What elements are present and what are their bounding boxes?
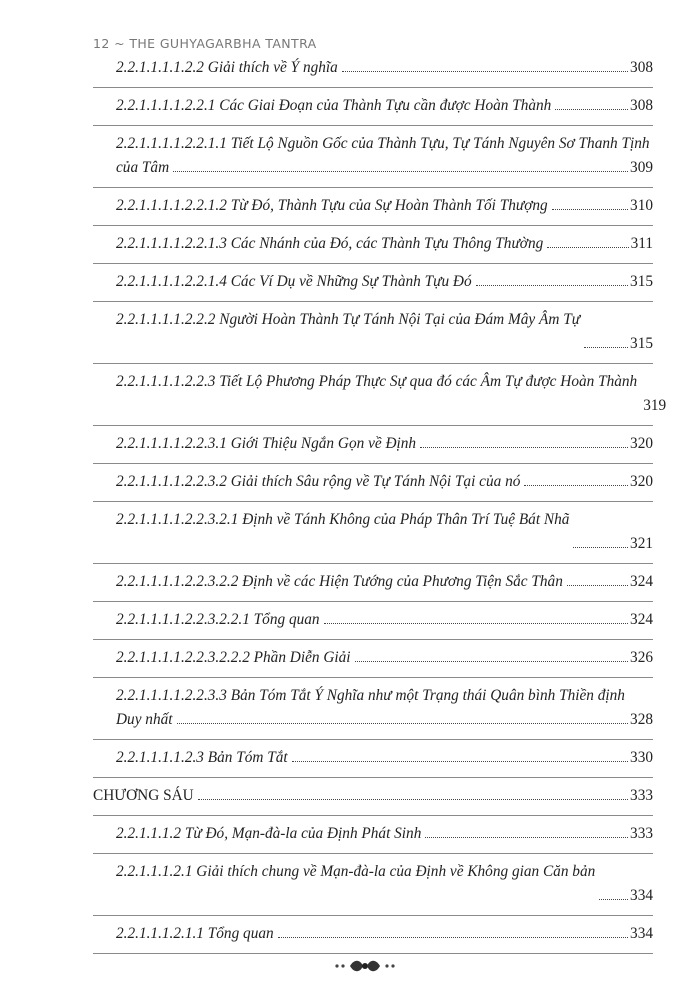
toc-entry[interactable] <box>93 270 653 294</box>
toc-leader <box>196 784 653 808</box>
toc-leader <box>639 394 667 418</box>
toc-entry[interactable] <box>93 746 653 770</box>
toc-chapter-heading[interactable] <box>93 784 653 808</box>
toc-entry-title: 2.2.1.1.1.1.2.2.1.1 Tiết Lộ Nguồn Gốc của Thành Tựu, Tự Tánh Nguyên Sơ Thanh Tịnh của Tâm <box>116 135 650 176</box>
toc-page-number: 333 <box>630 787 653 804</box>
toc-leader <box>423 822 653 846</box>
toc-divider <box>93 777 653 778</box>
toc-leader <box>545 232 653 256</box>
toc-entry[interactable] <box>93 922 653 946</box>
toc-entry-title: 2.2.1.1.1.1.2.2.1 Các Giai Đoạn của Thành Tựu cần được Hoàn Thành <box>116 97 552 114</box>
toc-leader <box>340 56 653 80</box>
toc-divider <box>93 87 653 88</box>
toc-entry[interactable] <box>93 470 653 494</box>
dot-leader <box>567 585 628 586</box>
toc-leader <box>522 470 653 494</box>
toc-entry[interactable] <box>93 646 653 670</box>
dot-leader <box>342 71 628 72</box>
toc-leader <box>474 270 653 294</box>
toc-divider <box>93 363 653 364</box>
running-head: 12 ~ THE GUHYAGARBHA TANTRA <box>93 36 317 51</box>
toc-divider <box>93 915 653 916</box>
toc-page-number: 333 <box>630 825 653 842</box>
toc-entry[interactable] <box>93 508 653 556</box>
toc-page-number: 321 <box>630 535 653 552</box>
dot-leader <box>177 723 629 724</box>
toc-entry[interactable] <box>93 232 653 256</box>
toc-leader <box>550 194 653 218</box>
toc-page-number: 309 <box>630 159 653 176</box>
toc-page-number: 328 <box>630 711 653 728</box>
dot-leader <box>355 661 629 662</box>
toc-page-number: 311 <box>630 235 653 252</box>
decorative-ornament-icon <box>330 954 400 974</box>
toc-entry[interactable] <box>93 432 653 456</box>
toc-page-number: 320 <box>630 435 653 452</box>
toc-divider <box>93 815 653 816</box>
toc-entry-title: 2.2.1.1.1.1.2.2.3.2 Giải thích Sâu rộng về Tự Tánh Nội Tại của nó <box>116 473 521 490</box>
toc-entry-title: 2.2.1.1.1.2.1.1 Tổng quan <box>116 925 274 942</box>
toc-entry-title: 2.2.1.1.1.1.2.2.3.2.1 Định về Tánh Không của Pháp Thân Trí Tuệ Bát Nhã <box>116 511 570 528</box>
toc-divider <box>93 601 653 602</box>
toc-divider <box>93 225 653 226</box>
toc-entry-title: 2.2.1.1.1.2.1 Giải thích chung về Mạn-đà-la của Định về Không gian Căn bản <box>116 863 596 880</box>
toc-entry-title: 2.2.1.1.1.1.2.3 Bản Tóm Tắt <box>116 749 288 766</box>
toc-entry[interactable] <box>93 132 653 180</box>
toc-entry-title: CHƯƠNG SÁU <box>93 787 194 804</box>
toc-entry[interactable] <box>93 94 653 118</box>
toc-entry[interactable] <box>93 308 653 356</box>
toc-entry[interactable] <box>93 684 653 732</box>
toc-entry[interactable] <box>93 608 653 632</box>
toc-entry-title: 2.2.1.1.1.1.2.2.3.2.2.2 Phần Diễn Giải <box>116 649 351 666</box>
dot-leader <box>425 837 628 838</box>
toc-entry[interactable] <box>93 860 653 908</box>
toc-divider <box>93 263 653 264</box>
toc-entry-title: 2.2.1.1.1.1.2.2.3.1 Giới Thiệu Ngắn Gọn về Định <box>116 435 417 452</box>
toc-divider <box>93 463 653 464</box>
toc-divider <box>93 639 653 640</box>
toc-leader <box>597 884 653 908</box>
toc-entry-title: 2.2.1.1.1.1.2.2.2 Người Hoàn Thành Tự Tánh Nội Tại của Đám Mây Âm Tự <box>116 311 581 328</box>
toc-divider <box>93 739 653 740</box>
toc-entry-title: 2.2.1.1.1.1.2.2.1.3 Các Nhánh của Đó, các Thành Tựu Thông Thường <box>116 235 544 252</box>
dot-leader <box>599 899 628 900</box>
toc-leader <box>353 646 653 670</box>
toc-leader <box>276 922 653 946</box>
toc-divider <box>93 501 653 502</box>
toc-entry-title: 2.2.1.1.1.1.2.2.3 Tiết Lộ Phương Pháp Thực Sự qua đó các Âm Tự được Hoàn Thành <box>116 373 638 390</box>
toc-entry[interactable] <box>93 822 653 846</box>
toc-leader <box>565 570 653 594</box>
toc-leader <box>290 746 653 770</box>
dot-leader <box>278 937 628 938</box>
toc-leader <box>582 332 653 356</box>
toc-leader <box>571 532 653 556</box>
toc-page-number: 310 <box>630 197 653 214</box>
dot-leader <box>573 547 628 548</box>
dot-leader <box>198 799 628 800</box>
toc-entry-title: 2.2.1.1.1.1.2.2.3.2.2.1 Tổng quan <box>116 611 320 628</box>
dot-leader <box>173 171 628 172</box>
dot-leader <box>476 285 628 286</box>
toc-page-number: 308 <box>630 97 653 114</box>
toc-page-number: 320 <box>630 473 653 490</box>
toc-leader <box>171 156 653 180</box>
toc-leader <box>175 708 653 732</box>
toc-divider <box>93 563 653 564</box>
toc-entry-title: 2.2.1.1.1.1.2.2.1.2 Từ Đó, Thành Tựu của Sự Hoàn Thành Tối Thượng <box>116 197 548 214</box>
dot-leader <box>555 109 628 110</box>
toc-leader <box>553 94 653 118</box>
toc-page-number: 308 <box>630 59 653 76</box>
toc-divider <box>93 301 653 302</box>
toc-entry[interactable] <box>93 56 653 80</box>
toc-page-number: 324 <box>630 611 653 628</box>
toc-page-number: 334 <box>630 925 653 942</box>
toc-leader <box>322 608 653 632</box>
toc-page-number: 326 <box>630 649 653 666</box>
toc-entry-title: 2.2.1.1.1.1.2.2.1.4 Các Ví Dụ về Những Sự Thành Tựu Đó <box>116 273 472 290</box>
toc-entry[interactable] <box>93 370 667 418</box>
toc-page-number: 334 <box>630 887 653 904</box>
dot-leader <box>584 347 628 348</box>
dot-leader <box>547 247 628 248</box>
toc-leader <box>418 432 653 456</box>
toc-page-number: 315 <box>630 335 653 352</box>
toc-divider <box>93 677 653 678</box>
toc-entry-title: 2.2.1.1.1.1.2.2 Giải thích về Ý nghĩa <box>116 59 338 76</box>
toc-entry-title: 2.2.1.1.1.1.2.2.3.2.2 Định về các Hiện Tướng của Phương Tiện Sắc Thân <box>116 573 563 590</box>
toc-entry-title: 2.2.1.1.1.1.2.2.3.3 Bản Tóm Tắt Ý Nghĩa như một Trạng thái Quân bình Thiền định Duy nhất <box>116 687 625 728</box>
dot-leader <box>552 209 628 210</box>
toc-divider <box>93 853 653 854</box>
toc-page-number: 324 <box>630 573 653 590</box>
toc-divider <box>93 425 653 426</box>
toc-page-number: 315 <box>630 273 653 290</box>
dot-leader <box>420 447 628 448</box>
toc-divider <box>93 125 653 126</box>
toc-page-number: 319 <box>643 397 667 414</box>
dot-leader <box>524 485 628 486</box>
toc-divider <box>93 187 653 188</box>
dot-leader <box>292 761 628 762</box>
toc-entry[interactable] <box>93 570 653 594</box>
toc-entry-title: 2.2.1.1.1.2 Từ Đó, Mạn-đà-la của Định Phát Sinh <box>116 825 422 842</box>
toc-page-number: 330 <box>630 749 653 766</box>
toc-entry[interactable] <box>93 194 653 218</box>
dot-leader <box>324 623 629 624</box>
